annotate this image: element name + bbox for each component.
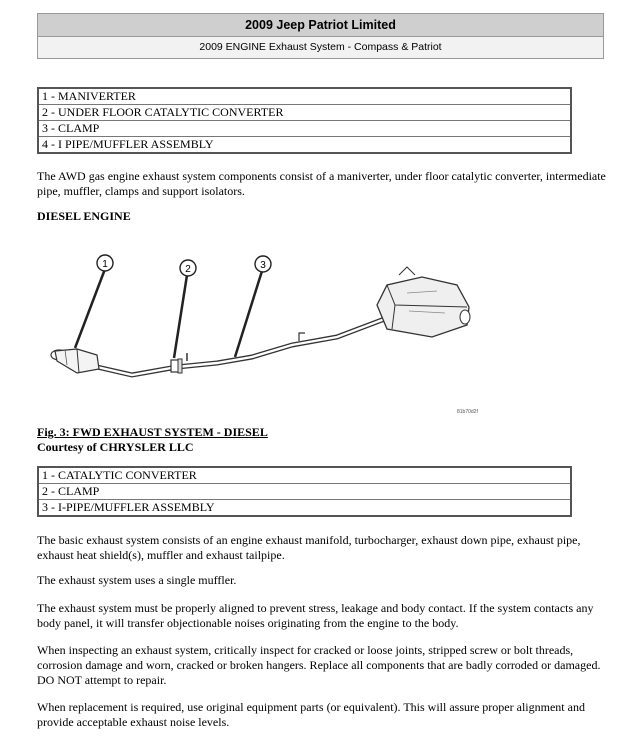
exhaust-pipe [97, 320, 382, 375]
legend-item: 4 - I PIPE/MUFFLER ASSEMBLY [38, 137, 571, 154]
paragraph: The basic exhaust system consists of an engine exhaust manifold, turbocharger, exhaust down pipe, exhaust pipe, exhaust heat shield(s), muffler and exhaust tailpipe. [37, 533, 581, 562]
paragraph: The exhaust system must be properly aligned to prevent stress, leakage and body contact. If the system contacts any body panel, it will transfer objectionable noises originating from the engine to the body. [37, 601, 594, 630]
leader-line [235, 271, 262, 357]
table-row [38, 137, 571, 154]
legend-table-gas [37, 87, 572, 154]
paragraph: When inspecting an exhaust system, critically inspect for cracked or loose joints, stripped screw or bolt threads, corrosion damage and worn, cracked or broken hangers. Replace all components that are badly corroded or damaged. DO NOT attempt to repair. [37, 643, 601, 687]
table-row [38, 121, 571, 137]
exhaust-diagram-svg [37, 245, 487, 420]
callout-1: 1 [102, 259, 108, 270]
legend-item: 1 - MANIVERTER [38, 88, 571, 105]
leader-line [174, 275, 187, 358]
legend-item: 2 - UNDER FLOOR CATALYTIC CONVERTER [38, 105, 571, 121]
table-row [38, 484, 571, 500]
table-row [38, 88, 571, 105]
callout-3: 3 [260, 260, 266, 271]
paragraph: When replacement is required, use original equipment parts (or equivalent). This will assure proper alignment and provide acceptable exhaust noise levels. [37, 700, 585, 729]
document-header [37, 13, 604, 59]
paragraph-awd: The AWD gas engine exhaust system components consist of a maniverter, under floor catalytic converter, intermediate pipe, muffler, clamps and support isolators. [37, 169, 606, 198]
legend-item: 2 - CLAMP [38, 484, 571, 500]
figure-courtesy: Courtesy of CHRYSLER LLC [37, 440, 194, 454]
callout-2: 2 [185, 264, 191, 275]
image-code: 81b70d2f [457, 409, 478, 415]
legend-item: 3 - CLAMP [38, 121, 571, 137]
paragraph: The exhaust system uses a single muffler. [37, 573, 237, 587]
legend-table-diesel [37, 466, 572, 517]
section-heading-diesel: DIESEL ENGINE [37, 209, 131, 223]
document-subtitle: 2009 ENGINE Exhaust System - Compass & Patriot [38, 37, 603, 58]
figure-caption: Fig. 3: FWD EXHAUST SYSTEM - DIESEL [37, 425, 268, 439]
table-row [38, 500, 571, 517]
muffler [377, 267, 470, 337]
table-row [38, 105, 571, 121]
hanger [299, 333, 305, 341]
exhaust-pipe-inner [97, 320, 382, 375]
document-title: 2009 Jeep Patriot Limited [38, 14, 603, 37]
exhaust-diagram [37, 245, 487, 420]
catalytic-converter [51, 349, 99, 373]
legend-item: 1 - CATALYTIC CONVERTER [38, 467, 571, 484]
legend-item: 3 - I-PIPE/MUFFLER ASSEMBLY [38, 500, 571, 517]
table-row [38, 467, 571, 484]
leader-line [75, 269, 105, 348]
